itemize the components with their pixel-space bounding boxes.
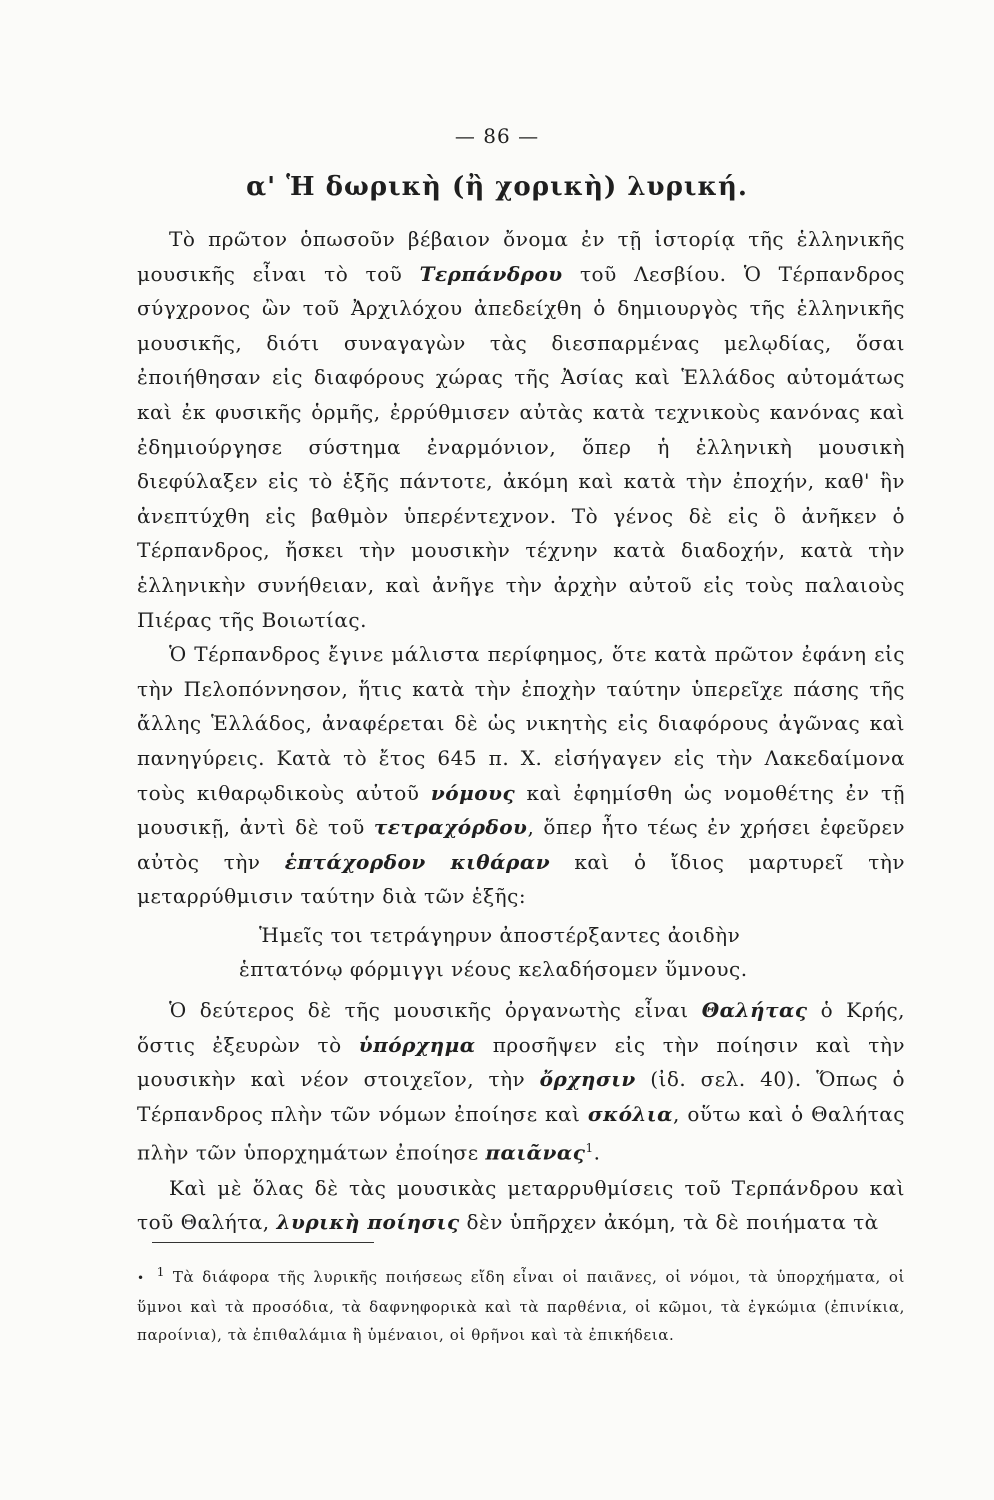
emphasis-term: τετραχόρδου — [373, 815, 528, 840]
paragraph-1 — [137, 222, 905, 637]
text-run: καὶ ὁ ἴδιος μαρτυρεῖ τὴν μεταρρύθμισιν ταύτην διὰ τῶν ἑξῆς: — [137, 849, 905, 909]
footnote-divider — [152, 1242, 374, 1243]
emphasis-term: λυρικὴ ποίησις — [276, 1210, 460, 1235]
text-run: , ὅπερ ἦτο τέως ἐν χρήσει ἐφεῦρεν αὐτὸς τὴν — [137, 815, 906, 874]
emphasis-term: ὑπόρχημα — [358, 1032, 476, 1057]
verse-quote — [137, 918, 905, 987]
emphasis-term: παιᾶνας — [485, 1141, 586, 1166]
bullet-icon: • — [137, 1271, 145, 1285]
text-run: , οὕτω καὶ ὁ Θαλήτας πλὴν τῶν ὑπορχημάτων ἐποίησε — [137, 1101, 905, 1166]
paragraph-4 — [137, 1171, 905, 1240]
page-number: — 86 — — [454, 124, 540, 148]
verse-line: ἑπτατόνῳ φόρμιγγι νέους κελαδήσομεν ὕμνους. — [239, 957, 748, 982]
paragraph-3 — [137, 993, 905, 1171]
text-run: (ἰδ. σελ. 40). Ὅπως ὁ Τέρπανδρος πλὴν τῶν νόμων ἐποίησε καὶ — [137, 1067, 905, 1126]
main-text — [137, 222, 905, 1240]
text-run: Ὁ δεύτερος δὲ τῆς μουσικῆς ὀργανωτὴς εἶναι — [169, 998, 702, 1023]
text-run: δὲν ὑπῆρχεν ἀκόμη, τὰ δὲ ποιήματα τὰ — [459, 1210, 879, 1235]
text-run: Ὁ Τέρπανδρος ἔγινε μάλιστα περίφημος, ὅτε κατὰ πρῶτον ἐφάνη εἰς τὴν Πελοπόννησον, ἥτις κατὰ τὴν ἐποχὴν ταύτην ὑπερεῖχε πάσης τῆς ἄλλης Ἑλλάδος, ἀναφέρεται δὲ ὡς νικητὴς εἰς διαφόρους ἀγῶνας καὶ πανηγύρεις. Κατὰ τὸ ἔτος 645 π. Χ. εἰσήγαγεν εἰς τὴν Λακεδαίμονα τοὺς κιθαρῳδικοὺς αὐτοῦ — [137, 642, 905, 805]
text-run: Καὶ μὲ ὅλας δὲ τὰς μουσικὰς μεταρρυθμίσεις τοῦ Τερπάνδρου καὶ τοῦ Θαλήτα, — [137, 1175, 905, 1235]
emphasis-term: Τερπάνδρου — [419, 261, 563, 286]
section-heading: α' Ἡ δωρικὴ (ἢ χορικὴ) λυρική. — [246, 172, 748, 202]
text-run: καὶ ἐφημίσθη ὡς νομοθέτης ἐν τῇ μουσικῇ, ἀντὶ δὲ τοῦ — [137, 780, 906, 840]
emphasis-term: Θαλήτας — [701, 998, 808, 1023]
emphasis-term: ἑπτάχορδον κιθάραν — [284, 849, 551, 874]
footnote-text: Τὰ διάφορα τῆς λυρικῆς ποιήσεως εἴδη εἶναι οἱ παιᾶνες, οἱ νόμοι, τὰ ὑπορχήματα, οἱ ὕμνοι καὶ τὰ προσόδια, τὰ δαφνηφορικὰ καὶ τὰ παρθένια, οἱ κῶμοι, τὰ ἐγκώμια (ἐπινίκια, παροίνια), τὰ ἐπιθαλάμια ἢ ὑμέναιοι, οἱ θρῆνοι καὶ τὰ ἐπικήδεια. — [137, 1268, 905, 1344]
footnote-number: 1 — [156, 1265, 165, 1279]
footnote — [137, 1258, 905, 1350]
footnote-reference: 1 — [585, 1141, 594, 1156]
verse-line: Ἡμεῖς τοι τετράγηρυν ἀποστέρξαντες ἀοιδὴν — [259, 922, 741, 947]
emphasis-term: ὄρχησιν — [539, 1067, 636, 1092]
text-run: τοῦ Λεσβίου. Ὁ Τέρπανδρος σύγχρονος ὢν τοῦ Ἀρχιλόχου ἀπεδείχθη ὁ δημιουργὸς τῆς ἑλληνικῆς μουσικῆς, διότι συναγαγὼν τὰς διεσπαρμένας μελῳδίας, ὅσαι ἐποιήθησαν εἰς διαφόρους χώρας τῆς Ἀσίας καὶ Ἑλλάδος αὐτομάτως καὶ ἐκ φυσικῆς ὁρμῆς, ἐρρύθμισεν αὐτὰς κατὰ τεχνικοὺς κανόνας καὶ ἐδημιούργησε σύστημα ἐναρμόνιον, ὅπερ ἡ ἑλληνικὴ μουσικὴ διεφύλαξεν εἰς τὸ ἑξῆς πάντοτε, ἀκόμη καὶ κατὰ τὴν ἐποχήν, καθ' ἣν ἀνεπτύχθη εἰς βαθμὸν ὑπερέντεχνον. Τὸ γένος δὲ εἰς ὃ ἀνῆκεν ὁ Τέρπανδρος, ἤσκει τὴν μουσικὴν τέχνην κατὰ διαδοχήν, κατὰ τὴν ἑλληνικὴν συνήθειαν, καὶ ἀνῆγε τὴν ἀρχὴν αὐτοῦ εἰς τοὺς παλαιοὺς Πιέρας τῆς Βοιωτίας. — [137, 261, 905, 632]
emphasis-term: σκόλια — [587, 1101, 673, 1126]
text-run: προσῆψεν εἰς τὴν ποίησιν καὶ τὴν μουσικὴν καὶ νέον στοιχεῖον, τὴν — [137, 1032, 905, 1092]
paragraph-2 — [137, 637, 905, 914]
text-run: Τὸ πρῶτον ὁπωσοῦν βέβαιον ὄνομα ἐν τῇ ἱστορίᾳ τῆς ἑλληνικῆς μουσικῆς εἶναι τὸ τοῦ — [137, 227, 905, 286]
text-run: . — [593, 1141, 601, 1166]
text-run: ὁ Κρής, ὅστις ἐξευρὼν τὸ — [137, 998, 905, 1057]
emphasis-term: νόμους — [430, 780, 516, 805]
